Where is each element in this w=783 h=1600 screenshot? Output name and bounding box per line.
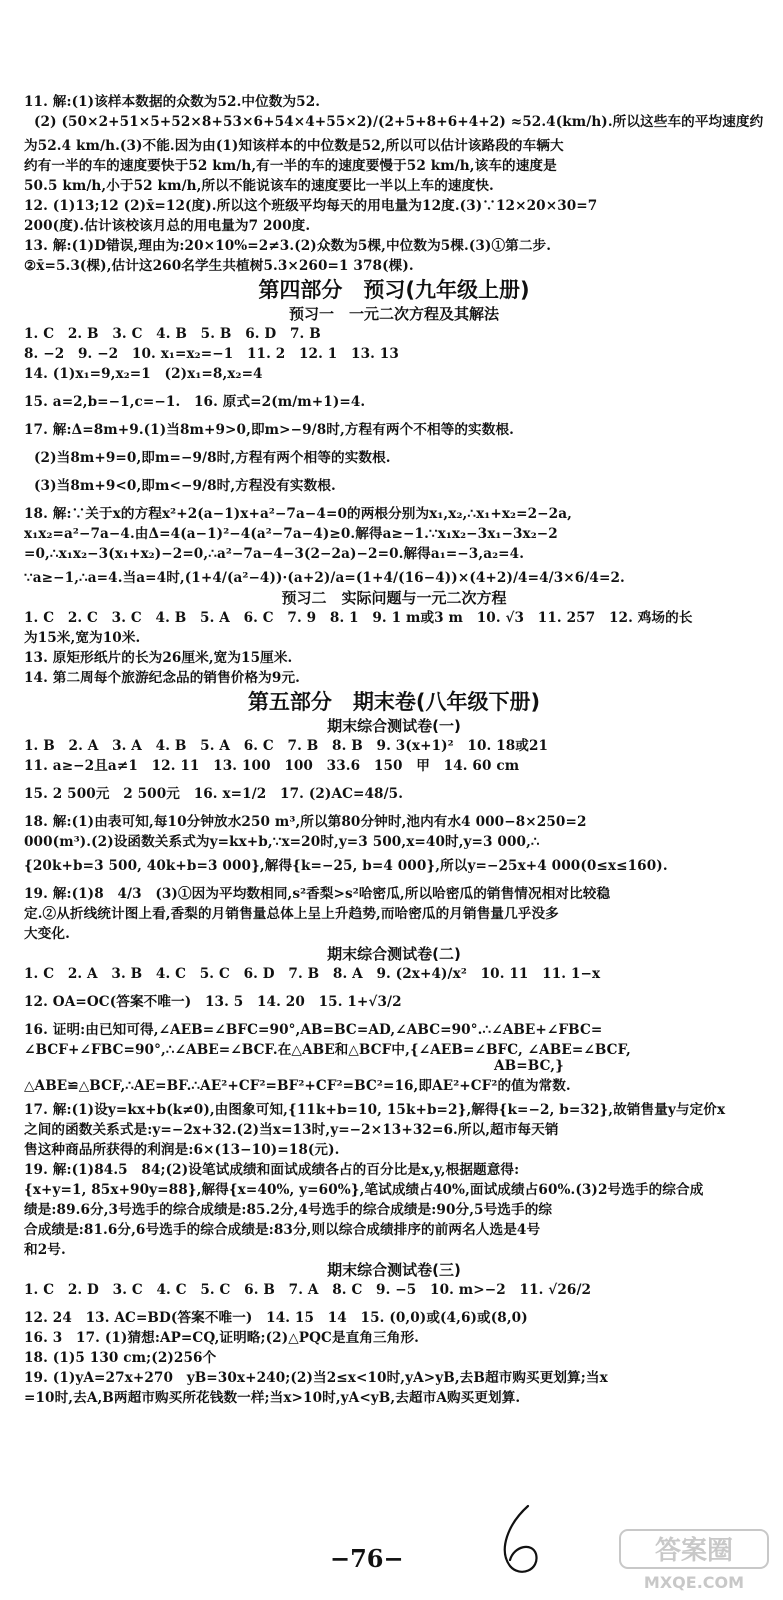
handwritten-mark — [488, 1500, 558, 1580]
text-line: x₁x₂=a²−7a−4.由Δ=4(a−1)²−4(a²−7a−4)≥0.解得a≥−1.∵x₁x₂−3x₁−3x₂−2 — [24, 526, 558, 542]
text-line: △ABE≌△BCF,∴AE=BF.∴AE²+CF²=BF²+CF²=BC²=16,即AE²+CF²的值为常数. — [24, 1078, 571, 1094]
text-line: (2)当8m+9=0,即m=−9/8时,方程有两个相等的实数根. — [34, 450, 391, 466]
text-line: 14. (1)x₁=9,x₂=1 (2)x₁=8,x₂=4 — [24, 366, 263, 382]
text-line: {x+y=1, 85x+90y=88},解得{x=40%, y=60%},笔试成绩占40%,面试成绩占60%.(3)2号选手的综合成 — [24, 1182, 704, 1198]
text-line: 和2号. — [24, 1242, 66, 1258]
text-line: 大变化. — [24, 926, 70, 942]
text-line: (2) (50×2+51×5+52×8+53×6+54×4+55×2)/(2+5+8+6+4+2) ≈52.4(km/h).所以这些车的平均速度约 — [34, 114, 764, 130]
text-line: 为15米,宽为10米. — [24, 630, 141, 646]
text-line: 1. C 2. D 3. C 4. C 5. C 6. B 7. A 8. C 9. −5 10. m>−2 11. √26/2 — [24, 1282, 592, 1298]
text-line: AB=BC,} — [494, 1058, 564, 1074]
text-line: 16. 证明:由已知可得,∠AEB=∠BFC=90°,AB=BC=AD,∠ABC=90°.∴∠ABE+∠FBC= — [24, 1022, 603, 1038]
text-line: 12. 24 13. AC=BD(答案不唯一) 14. 15 14 15. (0,0)或(4,6)或(8,0) — [24, 1310, 528, 1326]
text-line: {20k+b=3 500, 40k+b=3 000},解得{k=−25, b=4 000},所以y=−25x+4 000(0≤x≤160). — [24, 858, 668, 874]
section-title: 第四部分 预习(九年级上册) — [258, 278, 530, 302]
text-line: 为52.4 km/h.(3)不能.因为由(1)知该样本的中位数是52,所以可以估计该路段的车辆大 — [24, 138, 564, 154]
text-line: 19. 解:(1)8 4/3 (3)①因为平均数相同,s²香梨>s²哈密瓜,所以哈密瓜的销售情况相对比较稳 — [24, 886, 611, 902]
text-line: 11. 解:(1)该样本数据的众数为52.中位数为52. — [24, 94, 321, 110]
text-line: ∠BCF+∠FBC=90°,∴∠ABE=∠BCF.在△ABE和△BCF中,{∠AEB=∠BFC, ∠ABE=∠BCF, — [24, 1042, 631, 1058]
text-line: 售这种商品所获得的利润是:6×(13−10)=18(元). — [24, 1142, 340, 1158]
text-line: 17. 解:(1)设y=kx+b(k≠0),由图象可知,{11k+b=10, 15k+b=2},解得{k=−2, b=32},故销售量y与定价x — [24, 1102, 726, 1118]
block-top — [24, 94, 764, 274]
test-title: 期末综合测试卷(三) — [327, 1261, 461, 1279]
block-test-1 — [24, 738, 764, 942]
text-line: 8. −2 9. −2 10. x₁=x₂=−1 11. 2 12. 1 13. 13 — [24, 346, 399, 362]
page-number: −76− — [330, 1544, 404, 1573]
text-line: 18. 解:(1)由表可知,每10分钟放水250 m³,所以第80分钟时,池内有水4 000−8×250=2 — [24, 814, 587, 830]
text-line: 13. 解:(1)D错误,理由为:20×10%=2≠3.(2)众数为5棵,中位数为5棵.(3)①第二步. — [24, 238, 552, 254]
text-line: 12. OA=OC(答案不唯一) 13. 5 14. 20 15. 1+√3/2 — [24, 994, 402, 1010]
watermark-logo-text: 答案圈 — [654, 1536, 734, 1566]
text-line: 18. (1)5 130 cm;(2)256个 — [24, 1350, 217, 1366]
text-line: ②x̄=5.3(棵),估计这260名学生共植树5.3×260=1 378(棵). — [24, 258, 414, 274]
text-line: =10时,去A,B两超市购买所花钱数一样;当x>10时,yA<yB,去超市A购买更划算. — [24, 1390, 521, 1406]
text-line: 12. (1)13;12 (2)x̄=12(度).所以这个班级平均每天的用电量为12度.(3)∵12×20×30=7 — [24, 198, 598, 214]
text-line: 19. 解:(1)84.5 84;(2)设笔试成绩和面试成绩各占的百分比是x,y,根据题意得: — [24, 1162, 520, 1178]
text-line: 1. C 2. A 3. B 4. C 5. C 6. D 7. B 8. A 9. (2x+4)/x² 10. 11 11. 1−x — [24, 966, 601, 982]
text-line: 11. a≥−2且a≠1 12. 11 13. 100 100 33.6 150 甲 14. 60 cm — [24, 758, 520, 774]
watermark-url: MXQE.COM — [643, 1573, 745, 1592]
text-line: 合成绩是:81.6分,6号选手的综合成绩是:83分,则以综合成绩排序的前两名人选是4号 — [24, 1222, 541, 1238]
text-line: 15. 2 500元 2 500元 16. x=1/2 17. (2)AC=48/5. — [24, 786, 404, 802]
block-preview-2 — [24, 610, 764, 686]
text-line: 之间的函数关系式是:y=−2x+32.(2)当x=13时,y=−2×13+32=6.所以,超市每天销 — [24, 1122, 559, 1138]
text-line: 19. (1)yA=27x+270 yB=30x+240;(2)当2≤x<10时,yA>yB,去B超市购买更划算;当x — [24, 1370, 608, 1386]
text-line: 50.5 km/h,小于52 km/h,所以不能说该车的速度要比一半以上车的速度快. — [24, 178, 494, 194]
text-line: (3)当8m+9<0,即m<−9/8时,方程没有实数根. — [34, 478, 336, 494]
text-line: 200(度).估计该校该月总的用电量为7 200度. — [24, 218, 311, 234]
text-line: 15. a=2,b=−1,c=−1. 16. 原式=2(m/m+1)=4. — [24, 394, 366, 410]
subsection-title: 预习一 一元二次方程及其解法 — [288, 305, 499, 323]
text-line: 1. B 2. A 3. A 4. B 5. A 6. C 7. B 8. B 9. 3(x+1)² 10. 18或21 — [24, 738, 549, 754]
text-line: 1. C 2. B 3. C 4. B 5. B 6. D 7. B — [24, 326, 321, 342]
text-line: 000(m³).(2)设函数关系式为y=kx+b,∵x=20时,y=3 500,x=40时,y=3 000,∴ — [24, 834, 540, 850]
test-title: 期末综合测试卷(二) — [327, 945, 461, 963]
text-line: 16. 3 17. (1)猜想:AP=CQ,证明略;(2)△PQC是直角三角形. — [24, 1330, 419, 1346]
block-test-3 — [24, 1282, 764, 1406]
text-line: 14. 第二周每个旅游纪念品的销售价格为9元. — [24, 670, 300, 686]
block-preview-1 — [24, 326, 764, 586]
text-line: 18. 解:∵关于x的方程x²+2(a−1)x+a²−7a−4=0的两根分别为x₁,x₂,∴x₁+x₂=2−2a, — [24, 506, 572, 522]
text-line: 绩是:89.6分,3号选手的综合成绩是:85.2分,4号选手的综合成绩是:90分,5号选手的综 — [24, 1202, 553, 1218]
block-test-2 — [24, 966, 764, 1258]
text-line: 17. 解:Δ=8m+9.(1)当8m+9>0,即m>−9/8时,方程有两个不相等的实数根. — [24, 422, 514, 438]
text-line: =0,∴x₁x₂−3(x₁+x₂)−2=0,∴a²−7a−4−3(2−2a)−2=0.解得a₁=−3,a₂=4. — [24, 546, 525, 562]
text-line: 1. C 2. C 3. C 4. B 5. A 6. C 7. 9 8. 1 9. 1 m或3 m 10. √3 11. 257 12. 鸡场的长 — [24, 610, 693, 626]
subsection-title: 预习二 实际问题与一元二次方程 — [281, 589, 507, 607]
section-title: 第五部分 期末卷(八年级下册) — [247, 690, 541, 714]
text-line: 定.②从折线统计图上看,香梨的月销售量总体上呈上升趋势,而哈密瓜的月销售量几乎没多 — [24, 906, 559, 922]
page-content — [24, 94, 764, 1406]
text-line: 13. 原矩形纸片的长为26厘米,宽为15厘米. — [24, 650, 293, 666]
text-line: 约有一半的车的速度要快于52 km/h,有一半的车的速度要慢于52 km/h,该车的速度是 — [24, 158, 557, 174]
watermark-logo — [618, 1528, 770, 1592]
test-title: 期末综合测试卷(一) — [327, 717, 461, 735]
text-line: ∵a≥−1,∴a=4.当a=4时,(1+4/(a²−4))·(a+2)/a=(1+4/(16−4))×(4+2)/4=4/3×6/4=2. — [24, 570, 625, 586]
